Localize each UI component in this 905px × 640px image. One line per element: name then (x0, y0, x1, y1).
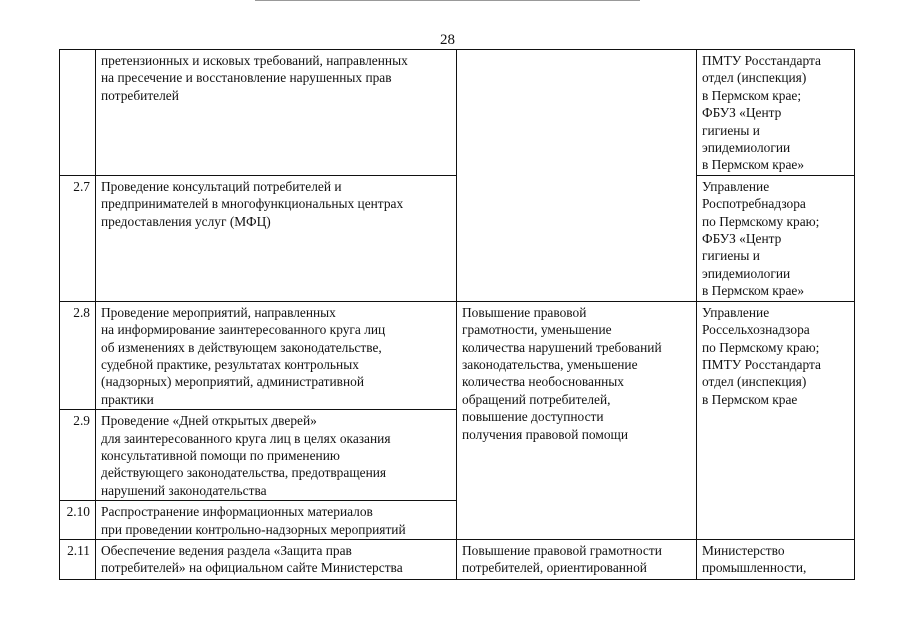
result-cell (457, 301, 697, 539)
activity-cell (96, 501, 457, 540)
row-number-cell: 2.7 (60, 175, 96, 301)
cell-text-line: Проведение мероприятий, направленных (101, 304, 336, 320)
cell-text-line: Управление (702, 304, 770, 320)
cell-text-line: Обеспечение ведения раздела «Защита прав (101, 542, 352, 558)
measures-table (59, 49, 855, 580)
cell-text-line: законодательства, уменьшение (462, 356, 638, 372)
cell-text-line: действующего законодательства, предотвращения (101, 465, 387, 481)
row-number-cell: 2.10 (60, 501, 96, 540)
cell-text-line: Министерство (702, 542, 785, 558)
row-number-cell: 2.9 (60, 410, 96, 501)
row-number-cell (60, 50, 96, 176)
cell-text-line: по Пермскому краю; (702, 339, 820, 355)
result-cell (457, 50, 697, 302)
cell-text-line: эпидемиологии (702, 140, 791, 156)
cell-text-line: получения правовой помощи (462, 426, 629, 442)
cell-text-line: практики (101, 391, 154, 407)
cell-text-line: повышение доступности (462, 409, 604, 425)
cell-text-line: для заинтересованного круга лиц в целях оказания (101, 430, 391, 446)
cell-text-line: в Пермском крае» (702, 157, 805, 173)
activity-cell (96, 410, 457, 501)
cell-text-line: нарушений законодательства (101, 482, 267, 498)
cell-text-line: (надзорных) мероприятий, административной (101, 374, 365, 390)
result-cell (457, 539, 697, 579)
table-row (60, 539, 855, 579)
cell-text-line: ПМТУ Росстандарта (702, 356, 821, 372)
page-number: 28 (440, 32, 455, 48)
cell-text-line: ФБУЗ «Центр (702, 231, 782, 247)
cell-text-line: потребителей, ориентированной (462, 560, 647, 576)
cell-text-line: гигиены и (702, 122, 760, 138)
cell-text-line: в Пермском крае; (702, 87, 802, 103)
cell-text-line: грамотности, уменьшение (462, 322, 612, 338)
cell-text-line: Повышение правовой (462, 304, 587, 320)
cell-text-line: отдел (инспекция) (702, 374, 807, 390)
activity-cell (96, 50, 457, 176)
cell-text-line: на пресечение и восстановление нарушенных прав (101, 70, 392, 86)
table-row (60, 301, 855, 409)
cell-text-line: предпринимателей в многофункциональных центрах (101, 196, 404, 212)
cell-text-line: предоставления услуг (МФЦ) (101, 213, 271, 229)
cell-text-line: количества нарушений требований (462, 339, 662, 355)
cell-text-line: ПМТУ Росстандарта (702, 53, 821, 68)
row-number-cell: 2.8 (60, 301, 96, 409)
cell-text-line: при проведении контрольно-надзорных мероприятий (101, 521, 406, 537)
cell-text-line: в Пермском крае (702, 391, 798, 407)
cell-text-line: потребителей» на официальном сайте Министерства (101, 560, 403, 576)
cell-text-line: отдел (инспекция) (702, 70, 807, 86)
cell-text-line: по Пермскому краю; (702, 213, 820, 229)
cell-text-line: потребителей (101, 87, 179, 103)
row-number-cell: 2.11 (60, 539, 96, 579)
executor-cell (697, 50, 855, 176)
cell-text-line: в Пермском крае» (702, 283, 805, 299)
cell-text-line: количества необоснованных (462, 374, 625, 390)
cell-text-line: обращений потребителей, (462, 391, 611, 407)
table-row (60, 50, 855, 176)
cell-text-line: об изменениях в действующем законодательстве, (101, 339, 382, 355)
top-edge-line (255, 0, 640, 1)
activity-cell (96, 301, 457, 409)
cell-text-line: судебной практике, результатах контрольных (101, 356, 359, 372)
executor-cell (697, 539, 855, 579)
cell-text-line: Россельхознадзора (702, 322, 810, 338)
cell-text-line: Управление (702, 178, 770, 194)
cell-text-line: Повышение правовой грамотности (462, 542, 662, 558)
cell-text-line: эпидемиологии (702, 265, 791, 281)
cell-text-line: Роспотребнадзора (702, 196, 806, 212)
cell-text-line: консультативной помощи по применению (101, 447, 340, 463)
executor-cell (697, 175, 855, 301)
activity-cell (96, 175, 457, 301)
cell-text-line: гигиены и (702, 248, 760, 264)
cell-text-line: Распространение информационных материалов (101, 504, 373, 520)
cell-text-line: претензионных и исковых требований, направленных (101, 53, 408, 68)
cell-text-line: Проведение «Дней открытых дверей» (101, 413, 317, 429)
cell-text-line: промышленности, (702, 560, 807, 576)
activity-cell (96, 539, 457, 579)
executor-cell (697, 301, 855, 539)
cell-text-line: на информирование заинтересованного круга лиц (101, 322, 386, 338)
cell-text-line: ФБУЗ «Центр (702, 105, 782, 121)
cell-text-line: Проведение консультаций потребителей и (101, 178, 342, 194)
